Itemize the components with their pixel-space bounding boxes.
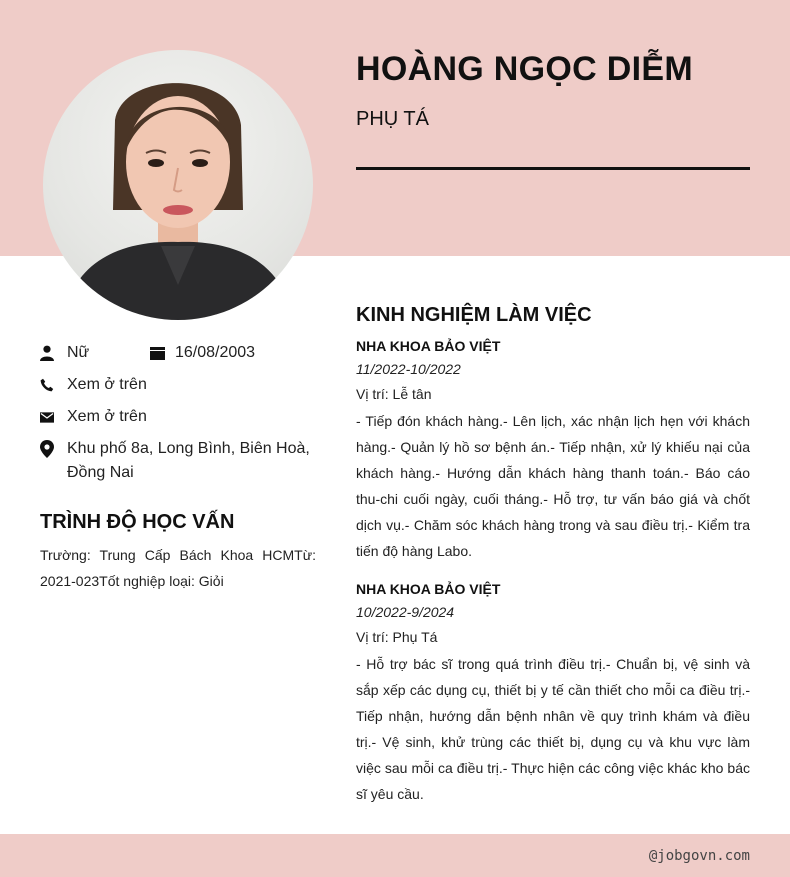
phone-row [40,373,317,397]
phone-value: Xem ở trên [67,376,147,393]
email-row [40,405,317,429]
education-text: Trường: Trung Cấp Bách Khoa HCMTừ: 2021-023Tốt nghiệp loại: Giỏi [40,547,316,589]
gender-row [40,341,89,365]
experience-title: KINH NGHIỆM LÀM VIỆC [356,304,592,326]
job-position: Vị trí: Phụ Tá [356,629,438,645]
job-company: NHA KHOA BẢO VIỆT [356,581,501,597]
gender-value: Nữ [67,344,90,361]
address-row [40,437,317,485]
job-position: Vị trí: Lễ tân [356,386,432,402]
job-description: - Hỗ trợ bác sĩ trong quá trình điều trị.- Chuẩn bị, vệ sinh và sắp xếp các dụng cụ, thiết bị y tế cần thiết cho mỗi ca điều trị.- Tiếp nhận, hướng dẫn bệnh nhân về quy trình khám và điều trị.- Vệ sinh, khử trùng các thiết bị, dụng cụ và khu vực làm việc sau mỗi ca điều trị.- Thực hiện các công việc khác kho bác sĩ yêu cầu. [356,656,750,802]
user-icon [40,341,54,365]
job-company: NHA KHOA BẢO VIỆT [356,338,501,354]
dob-value: 16/08/2003 [175,344,256,361]
map-pin-icon [40,437,54,461]
job-period: 10/2022-9/2024 [356,604,455,620]
dob-row [150,341,255,365]
profile-photo-illustration [43,50,313,320]
address-value: Khu phố 8a, Long Bình, Biên Hoà, Đồng Nai [67,440,310,481]
email-value: Xem ở trên [67,408,147,425]
mail-icon [40,405,54,429]
footer-watermark[interactable]: @jobgovn.com [648,848,750,864]
job-description: - Tiếp đón khách hàng.- Lên lịch, xác nhận lịch hẹn với khách hàng.- Quản lý hồ sơ bệnh án.- Tiếp nhận, xử lý khiếu nại của khách hàng.- Hướng dẫn khách hàng thanh toán.- Báo cáo thu-chi cuối ngày, cuối tháng.- Hỗ trợ, tư vấn báo giá và chốt dịch vụ.- Chăm sóc khách hàng trong và sau điều trị.- Kiểm tra tiến độ hàng Labo. [356,413,750,559]
education-title: TRÌNH ĐỘ HỌC VẤN [40,511,235,533]
profile-photo [43,50,313,320]
calendar-icon [150,341,166,365]
candidate-name: HOÀNG NGỌC DIỄM [356,50,693,88]
header-divider [356,167,750,170]
phone-icon [40,373,54,397]
job-period: 11/2022-10/2022 [356,361,461,377]
candidate-role: PHỤ TÁ [356,108,429,130]
